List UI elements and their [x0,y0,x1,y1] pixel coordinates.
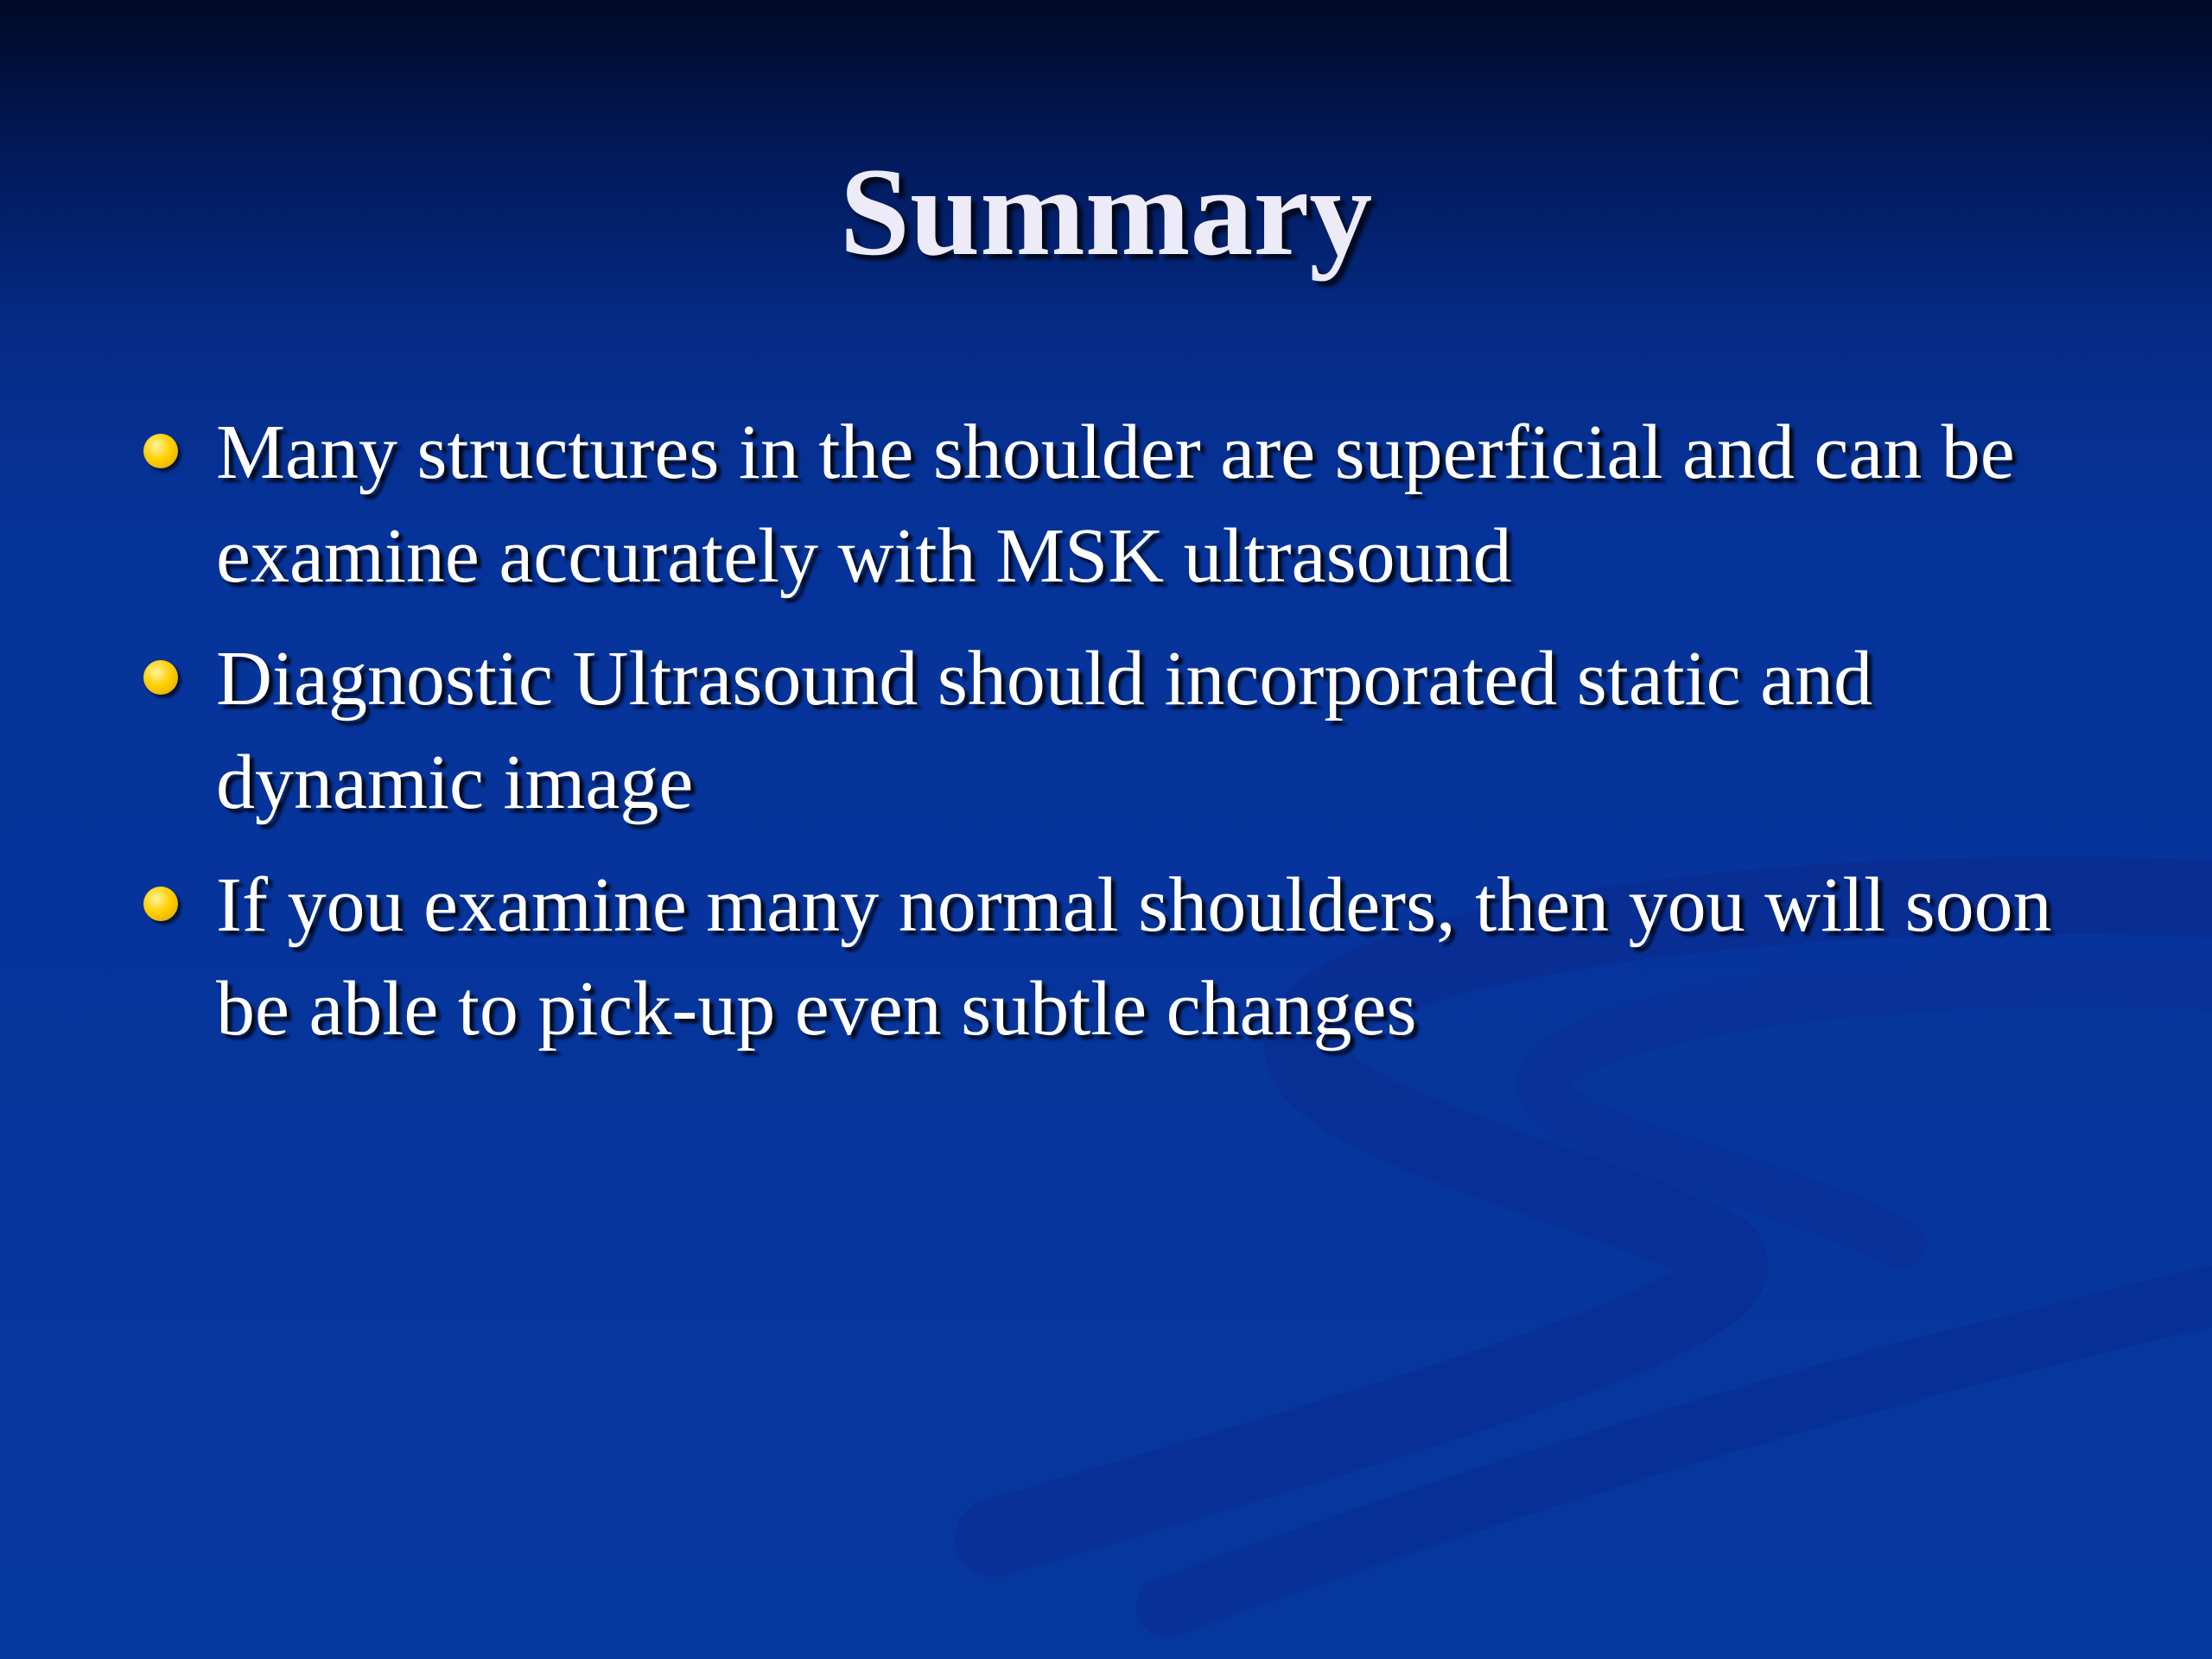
bullet-item [130,854,2117,1061]
bullet-list [130,401,2117,1080]
bullet-item [130,401,2117,608]
bullet-text: Diagnostic Ultrasound should incorporated static and dynamic image [216,636,1873,825]
bullet-dot-icon [143,434,178,468]
bullet-dot-icon [143,660,178,695]
slide-title: Summary [839,142,1373,282]
bullet-text: If you examine many normal shoulders, then you will soon be able to pick-up even subtle changes [216,862,2052,1052]
bullet-dot-icon [143,887,178,921]
bullet-text: Many structures in the shoulder are superficial and can be examine accurately with MSK ultrasound [216,410,2015,599]
bullet-item [130,627,2117,835]
